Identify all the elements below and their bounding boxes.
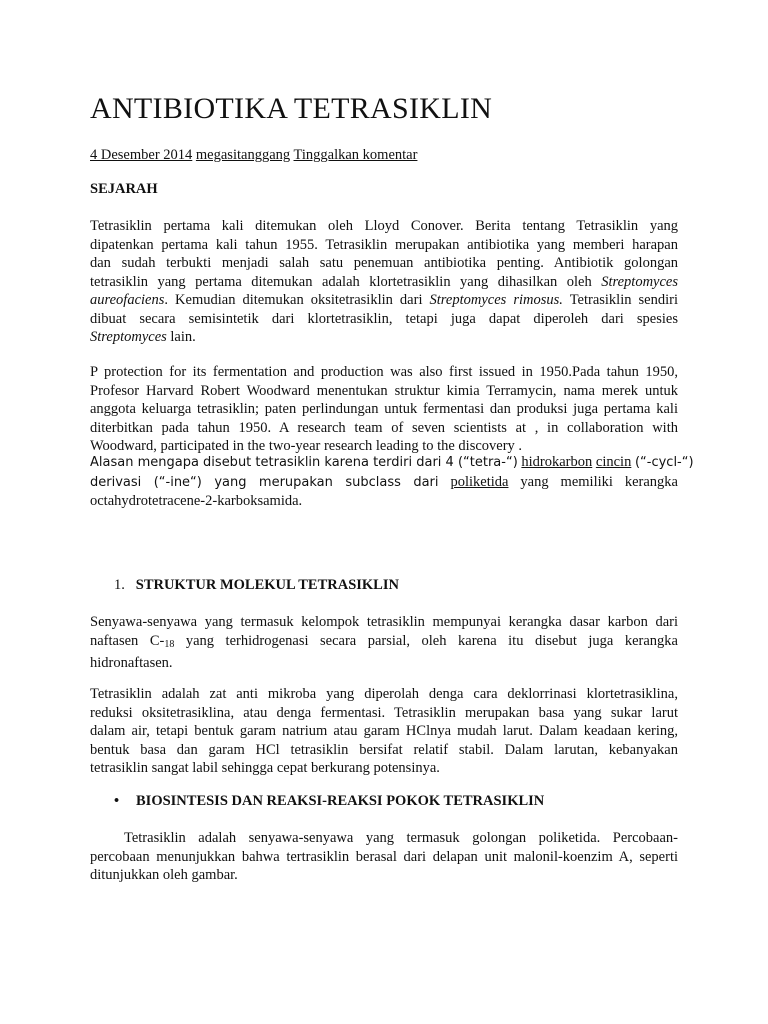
- text-line: dalam air, tetapi bentuk garam natrium atau garam HClnya mudah larut. Dalam keadaan kering,: [90, 723, 678, 739]
- text-line: [90, 473, 678, 493]
- post-meta: [90, 147, 417, 164]
- text-line: reduksi oksitetrasiklina, atau denga fermentasi. Tetrasiklin merupakan basa yang sukar larut: [90, 704, 678, 721]
- bullet-icon: •: [114, 793, 120, 809]
- text-line: octahydrotetracene-2-karboksamida.: [90, 493, 303, 509]
- list-number: 1.: [114, 577, 125, 593]
- author-link[interactable]: megasitanggang: [195, 147, 291, 163]
- section-heading-struktur: [114, 577, 399, 594]
- hidrokarbon-link[interactable]: hidrokarbon: [521, 454, 593, 470]
- text-line: [90, 453, 694, 473]
- species-name: Streptomyces: [90, 329, 167, 345]
- section-title: BIOSINTESIS DAN REAKSI-REAKSI POKOK TETRASIKLIN: [136, 793, 545, 809]
- page-title: ANTIBIOTIKA TETRASIKLIN: [90, 92, 493, 125]
- text-span: (“-cycl-“): [634, 455, 694, 470]
- leave-comment-link[interactable]: Tinggalkan komentar: [293, 147, 418, 163]
- text-line: Profesor Harvard Robert Woodward menentukan struktur kimia Terramycin, nama merek untuk: [90, 382, 678, 399]
- text-line: Woodward, participated in the two-year research leading to the discovery .: [90, 438, 523, 454]
- text-line: Tetrasiklin pertama kali ditemukan oleh Lloyd Conover. Berita tentang Tetrasiklin yang: [90, 218, 678, 234]
- text-line: P protection for its fermentation and production was also first issued in 1950.Pada tahun 1950,: [90, 364, 678, 380]
- text-line: dibuat secara semisintetik dari klortetrasiklin, tetapi juga dapat diperoleh dari spesies: [90, 310, 678, 327]
- text-line: diterbitkan pada tahun 1950. A research team of seven scientists at , in collaboration with: [90, 419, 678, 436]
- paragraph-sejarah: [90, 217, 678, 347]
- paragraph-struktur: [90, 613, 678, 673]
- subscript: 18: [164, 638, 175, 650]
- text-span: Tetrasiklin sendiri: [569, 292, 678, 308]
- text-line: [90, 291, 678, 310]
- text-span: Alasan mengapa disebut tetrasiklin karena terdiri dari 4 (“tetra-“): [90, 455, 518, 470]
- text-line: [90, 328, 678, 347]
- text-line: dipatenkan pertama kali tahun 1955. Tetrasiklin merupakan antibiotika yang memberi harapan: [90, 236, 678, 253]
- text-line: ditunjukkan oleh gambar.: [90, 867, 238, 883]
- text-line: Senyawa-senyawa yang termasuk kelompok tetrasiklin mempunyai kerangka dasar karbon dari: [90, 614, 678, 630]
- text-line: anggota keluarga tetrasiklin; paten perlindungan untuk fermentasi dan produksi juga pertama kali: [90, 401, 678, 417]
- text-line: [90, 273, 678, 292]
- text-span: lain.: [170, 329, 196, 345]
- section-heading-biosintesis: [114, 793, 544, 810]
- text-line: tetrasiklin sangat labil sehingga cepat berkurang potensinya.: [90, 760, 440, 776]
- poliketida-link[interactable]: poliketida: [450, 473, 509, 490]
- species-name: Streptomyces rimosus.: [429, 292, 563, 308]
- paragraph-biosintesis: [90, 829, 678, 885]
- text-span: . Kemudian ditemukan oksitetrasiklin dari: [164, 292, 423, 308]
- text-line: bentuk basa dan garam HCl tetrasiklin bersifat relatif stabil. Dalam larutan, kebanyakan: [90, 741, 678, 758]
- text-span: naftasen C-: [90, 632, 165, 649]
- text-line: Tetrasiklin adalah zat anti mikroba yang diperolah denga cara deklorrinasi klortetrasiklina,: [90, 686, 678, 702]
- paragraph-sifat: [90, 685, 678, 778]
- section-heading-sejarah: SEJARAH: [90, 181, 158, 197]
- text-line: percobaan menunjukkan bahwa tertrasiklin berasal dari delapan unit malonil-koenzim A, seperti: [90, 848, 678, 865]
- text-span: yang memiliki kerangka: [520, 473, 678, 490]
- text-span: tetrasiklin yang pertama ditemukan adalah klortetrasiklin yang dihasilkan oleh: [90, 273, 592, 290]
- text-line: hidronaftasen.: [90, 655, 173, 671]
- section-title: STRUKTUR MOLEKUL TETRASIKLIN: [135, 577, 399, 593]
- species-name: Streptomyces: [601, 273, 678, 290]
- paragraph-name-origin: [90, 453, 694, 511]
- text-span: yang terhidrogenasi secara parsial, oleh karena itu disebut juga kerangka: [185, 632, 678, 649]
- text-line: dan sudah terbukti menjadi salah satu penemuan antibiotika penting. Antibiotik golongan: [90, 255, 678, 271]
- cincin-link[interactable]: cincin: [595, 454, 632, 470]
- species-name: aureofaciens: [90, 292, 165, 308]
- text-line: Tetrasiklin adalah senyawa-senyawa yang termasuk golongan poliketida. Percobaan-: [124, 830, 678, 846]
- paragraph-history-en: [90, 363, 678, 456]
- text-span: derivasi (“-ine“) yang merupakan subclass dari: [90, 474, 439, 490]
- post-date-link[interactable]: 4 Desember 2014: [90, 147, 193, 163]
- text-line: [90, 632, 678, 655]
